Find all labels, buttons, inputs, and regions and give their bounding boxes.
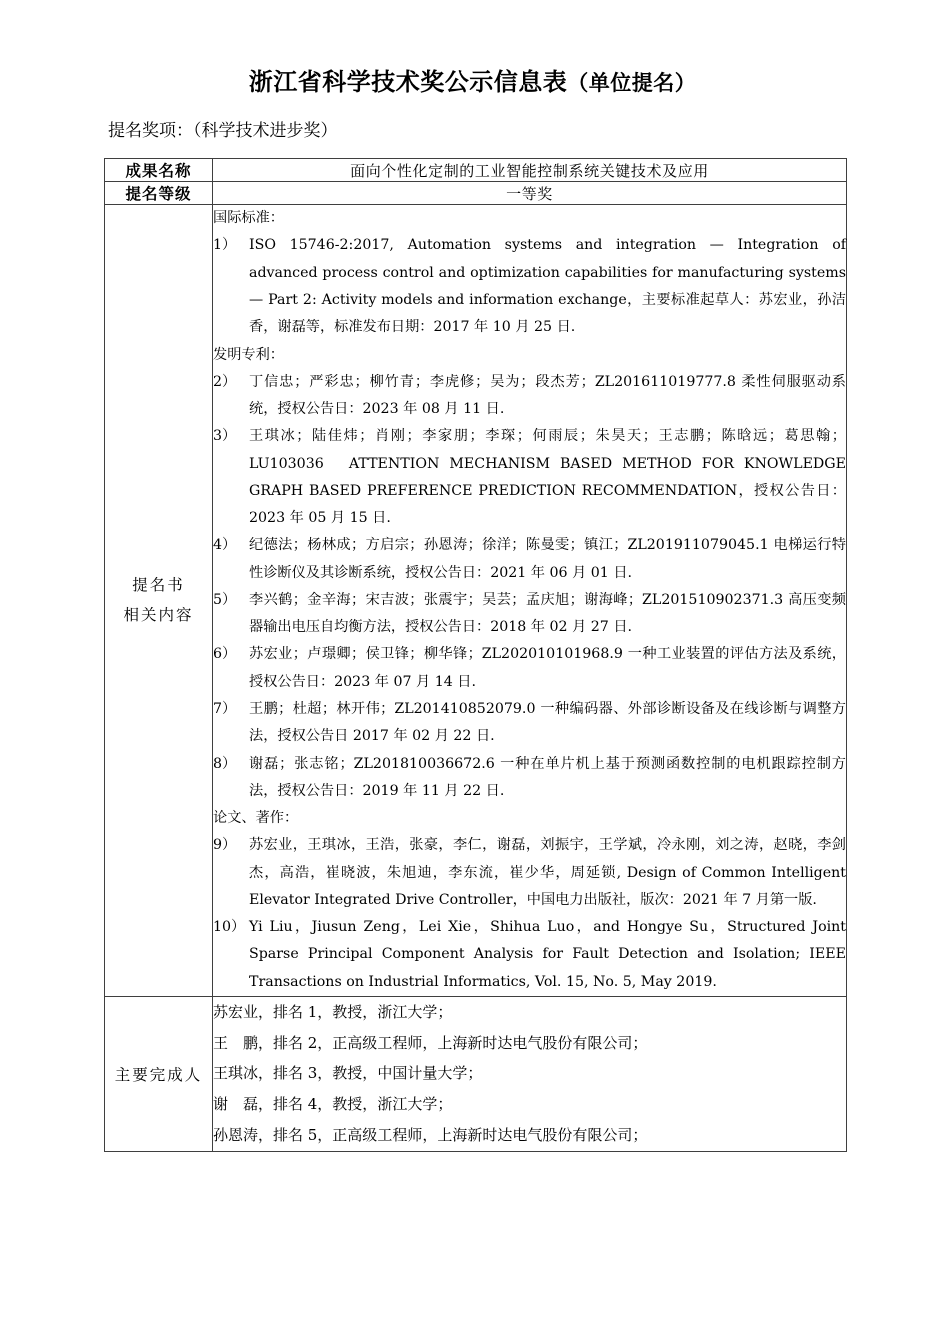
content-item-text: ISO 15746-2:2017, Automation systems and integration — Integration of advanced process control and optimization capabilities for manufacturing systems — Part 2: Activity models and information exchange，主要标准起草人：苏宏业，孙洁香，谢磊等，标准发布日期：2017 年 10 月 25 日. [249, 237, 846, 336]
content-item-text: 苏宏业，王琪冰，王浩，张豪，李仁，谢磊，刘振宇，王学斌，冷永刚，刘之涛，赵晓，李剑杰，高浩，崔晓波，朱旭迪，李东流，崔少华，周延锁, Design of Common Intelligent Elevator Integrated Drive Controller，中国电力出版社，版次：2021 年 7 月第一版. [249, 837, 846, 908]
page-title-main: 浙江省科学技术奖公示信息表 [248, 67, 568, 96]
content-item-text: 苏宏业；卢璟卿；侯卫锋；柳华锋；ZL202010101968.9 一种工业装置的评估方法及系统，授权公告日：2023 年 07 月 14 日. [249, 646, 846, 690]
row-value-main-contributors [213, 996, 847, 1151]
row-label-nomination-content-line1: 提名书 [132, 576, 185, 595]
content-item-number: 2） [213, 373, 237, 390]
content-item-text: 李兴鹤；金辛海；宋吉波；张震宇；吴芸；孟庆旭；谢海峰；ZL201510902371.3 高压变频器输出电压自均衡方法，授权公告日：2018 年 02 月 27 日. [249, 591, 846, 636]
row-label-nomination-content [105, 205, 213, 997]
content-item-text: 王琪冰；陆佳炜；肖刚；李家朋；李琛；何雨辰；朱昊天；王志鹏；陈晗远；葛思翰；LU103036 ATTENTION MECHANISM BASED METHOD FOR KNOWLEDGE GRAPH BASED PREFERENCE PREDICTION RECOMMENDATION，授权公告日：2023 年 05 月 15 日. [249, 428, 846, 527]
content-item-number: 1） [213, 237, 237, 254]
section-heading-invention-patents: 发明专利： [213, 346, 284, 363]
row-value-achievement-name: 面向个性化定制的工业智能控制系统关键技术及应用 [213, 159, 847, 182]
list-item: 谢 磊，排名 4，教授，浙江大学； [213, 1095, 453, 1114]
row-label-main-contributors: 主要完成人 [105, 996, 213, 1151]
page-title [0, 0, 945, 97]
section-heading-papers-books: 论文、著作： [213, 810, 299, 827]
content-item [213, 532, 846, 587]
content-item-number: 7） [213, 700, 237, 717]
content-item [213, 369, 846, 424]
section-heading-international-standards: 国际标准： [213, 210, 284, 227]
table-row-main-contributors [105, 996, 847, 1151]
page-title-paren: （单位提名） [567, 70, 697, 95]
row-label-nomination-grade: 提名等级 [105, 182, 213, 205]
content-item-number: 3） [213, 428, 237, 445]
content-item [213, 832, 846, 914]
award-category-line: 提名奖项：（科学技术进步奖） [108, 120, 338, 141]
content-item-number: 9） [213, 837, 237, 854]
content-item [213, 751, 846, 806]
list-item: 王琪冰，排名 3，教授，中国计量大学； [213, 1064, 483, 1083]
content-item [213, 696, 846, 751]
content-item-text: 纪德法；杨林成；方启宗；孙恩涛；徐洋；陈曼雯；镇江；ZL201911079045.1 电梯运行特性诊断仪及其诊断系统，授权公告日：2021 年 06 月 01 日. [249, 537, 846, 581]
row-label-achievement-name: 成果名称 [105, 159, 213, 182]
list-item: 苏宏业，排名 1，教授，浙江大学； [213, 1002, 453, 1021]
content-item-text: 王鹏；杜超；林开伟；ZL201410852079.0 一种编码器、外部诊断设备及在线诊断与调整方法，授权公告日 2017 年 02 月 22 日. [249, 700, 846, 745]
content-item-number: 4） [213, 537, 237, 554]
content-item-number: 8） [213, 755, 237, 772]
content-item [213, 232, 846, 341]
content-item-text: 丁信忠；严彩忠；柳竹青；李虎修；吴为；段杰芳；ZL201611019777.8 柔性伺服驱动系统，授权公告日：2023 年 08 月 11 日. [249, 373, 846, 418]
table-row-achievement [105, 159, 847, 182]
nomination-info-table [104, 158, 847, 1151]
content-item-number: 10） [213, 919, 246, 936]
table-row-grade [105, 182, 847, 205]
content-item-number: 5） [213, 591, 237, 608]
content-item [213, 587, 846, 642]
row-label-nomination-content-line2: 相关内容 [123, 605, 194, 624]
content-item [213, 641, 846, 696]
content-item-number: 6） [213, 646, 237, 663]
content-item-text: 谢磊；张志铭；ZL201810036672.6 一种在单片机上基于预测函数控制的电机跟踪控制方法，授权公告日：2019 年 11 月 22 日. [249, 755, 846, 799]
table-row-nomination-content [105, 205, 847, 997]
row-value-nomination-grade: 一等奖 [213, 182, 847, 205]
list-item: 孙恩涛，排名 5，正高级工程师，上海新时达电气股份有限公司； [213, 1125, 648, 1144]
content-item [213, 423, 846, 532]
content-item [213, 914, 846, 996]
row-value-nomination-content [213, 205, 847, 997]
list-item: 王 鹏，排名 2，正高级工程师，上海新时达电气股份有限公司； [213, 1033, 648, 1052]
content-item-text: Yi Liu，Jiusun Zeng，Lei Xie，Shihua Luo，and Hongye Su，Structured Joint Sparse Principal Component Analysis for Fault Detection and Isolation; IEEE Transactions on Industrial Informatics, Vol. 15, No. 5, May 2019. [249, 919, 846, 990]
